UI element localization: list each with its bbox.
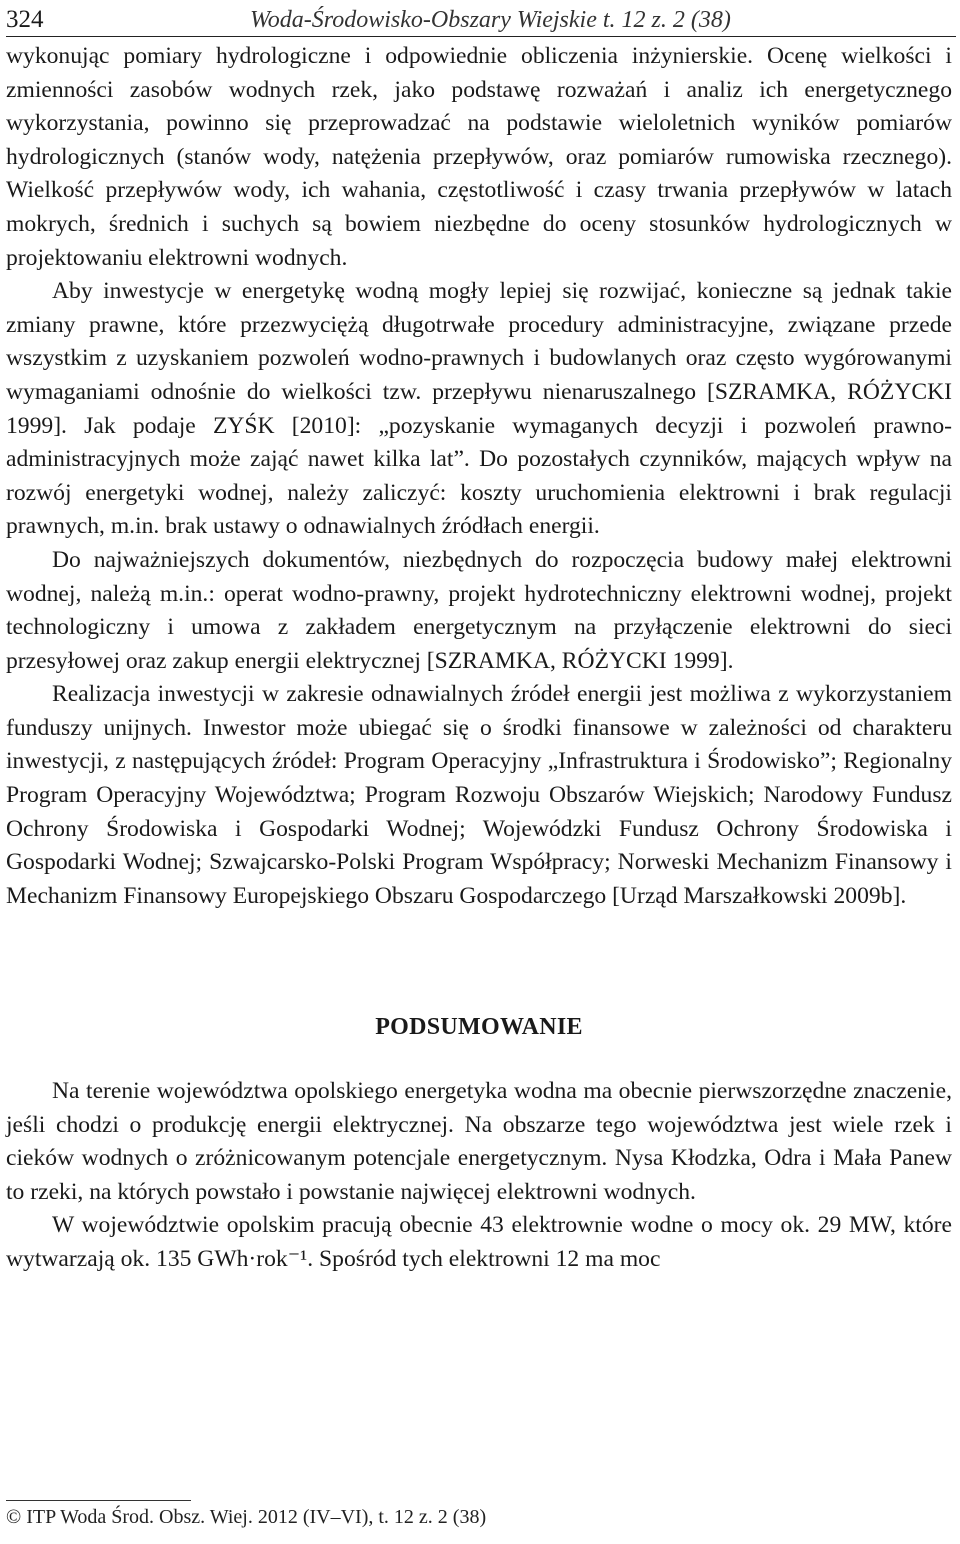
footer-copyright: © ITP Woda Środ. Obsz. Wiej. 2012 (IV–VI), t. 12 z. 2 (38)	[6, 1506, 487, 1528]
summary-paragraph: Na terenie województwa opolskiego energetyka wodna ma obecnie pierwszorzędne znaczenie, jeśli chodzi o produkcję energii elektrycznej. Na obszarze tego województwa jest wiele rzek i cieków wodnych o zróżnicowanym potencjale energetycznym. Nysa Kłodzka, Odra i Mała Panew to rzeki, na których powstało i powstanie najwięcej elektrowni wodnych.	[6, 1078, 952, 1205]
journal-title: Woda-Środowisko-Obszary Wiejskie t. 12 z. 2 (38)	[250, 7, 731, 33]
page-header	[6, 2, 956, 37]
page-number: 324	[6, 6, 44, 33]
body-paragraph: Do najważniejszych dokumentów, niezbędnych do rozpoczęcia budowy małej elektrowni wodnej, należą m.in.: operat wodno-prawny, projekt hydrotechniczny elektrowni wodnej, projekt technologiczny i umowa z zakładem energetycznym na przyłączenie elektrowni do sieci przesyłowej oraz zakup energii elektrycznej [SZRAMKA, RÓŻYCKI 1999].	[6, 546, 952, 674]
body-paragraph: Realizacja inwestycji w zakresie odnawialnych źródeł energii jest możliwa z wykorzystaniem funduszy unijnych. Inwestor może ubiegać się o środki finansowe w zależności od charakteru inwestycji, z następujących źródeł: Program Operacyjny „Infrastruktura i Środowisko”; Regionalny Program Operacyjny Województwa; Program Rozwoju Obszarów Wiejskich; Narodowy Fundusz Ochrony Środowiska i Gospodarki Wodnej; Wojewódzki Fundusz Ochrony Środowiska i Gospodarki Wodnej; Szwajcarsko-Polski Program Współpracy; Norweski Mechanizm Finansowy i Mechanizm Finansowy Europejskiego Obszaru Gospodarczego [Urząd Marszałkowski 2009b].	[6, 681, 952, 909]
section-heading: PODSUMOWANIE	[375, 1014, 583, 1041]
body-paragraph: wykonując pomiary hydrologiczne i odpowiednie obliczenia inżynierskie. Ocenę wielkości i zmienności zasobów wodnych rzek, jako podstawę rozważań i analiz ich energetycznego wykorzystania, powinno się przeprowadzać na podstawie wieloletnich wyników pomiarów hydrologicznych (stanów wody, natężenia przepływów, oraz pomiarów rumowiska rzecznego). Wielkość przepływów wody, ich wahania, częstotliwość i czasy trwania przepływów w latach mokrych, średnich i suchych są bowiem niezbędne do oceny stosunków hydrologicznych w projektowaniu elektrowni wodnych.	[6, 43, 952, 271]
summary-paragraph: W województwie opolskim pracują obecnie 43 elektrownie wodne o mocy ok. 29 MW, które wytwarzają ok. 135 GWh·rok⁻¹. Spośród tych elektrowni 12 ma moc	[6, 1212, 952, 1272]
footer-rule	[6, 1500, 191, 1501]
article-body	[6, 40, 952, 1277]
section-spacer	[6, 913, 952, 1011]
body-paragraph: Aby inwestycje w energetykę wodną mogły lepiej się rozwijać, konieczne są jednak takie zmiany prawne, które przezwyciężą długotrwałe procedury administracyjne, związane przede wszystkim z uzyskaniem pozwoleń wodno-prawnych i budowlanych oraz często wygórowanymi wymaganiami odnośnie do wielkości tzw. przepływu nienaruszalnego [SZRAMKA, RÓŻYCKI 1999]. Jak podaje ZYŚK [2010]: „pozyskanie wymaganych decyzji i pozwoleń prawno-administracyjnych może zająć nawet kilka lat”. Do pozostałych czynników, mających wpływ na rozwój energetyki wodnej, należy zaliczyć: koszty uruchomienia elektrowni i brak regulacji prawnych, m.in. brak ustawy o odnawialnych źródłach energii.	[6, 278, 952, 540]
